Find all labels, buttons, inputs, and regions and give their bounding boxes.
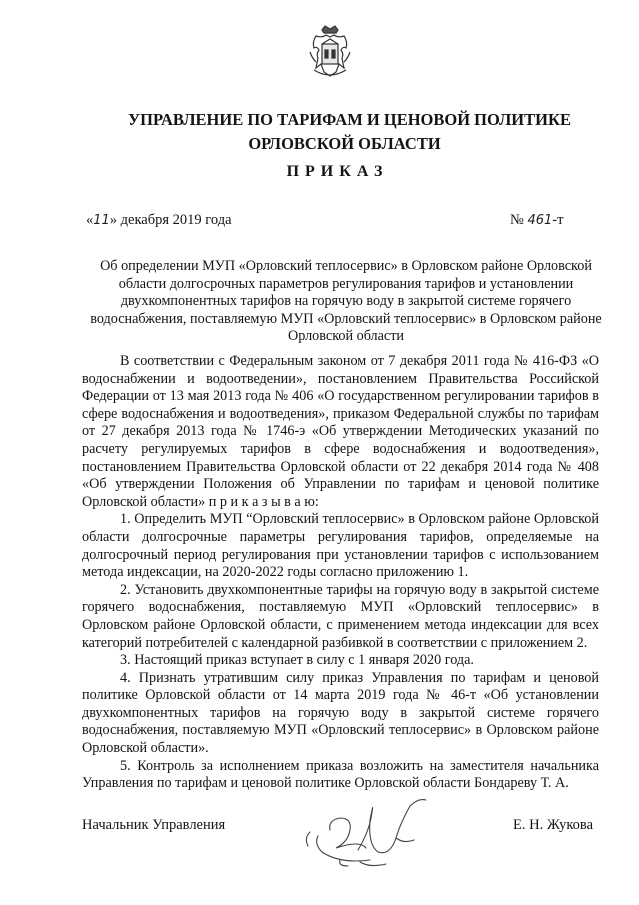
clause-paragraph: 3. Настоящий приказ вступает в силу с 1 января 2020 года. [120,652,474,669]
order-body [82,353,599,793]
orel-oblast-coat-of-arms-icon [308,24,352,80]
clause-paragraph: 4. Признать утратившим силу приказ Управления по тарифам и ценовой политике Орловской области от 14 марта 2019 года № 46-т «Об установлении двухкомпонентных тарифов на горячую воду в закрытой системе горячего водоснабжения, поставляемую МУП «Орловский теплосервис» в Орловском районе Орловской области». [82,669,599,757]
authority-region: ОРЛОВСКОЙ ОБЛАСТИ [248,134,441,153]
preamble-paragraph: В соответствии с Федеральным законом от 7 декабря 2011 года № 416-ФЗ «О водоснабжении и водоотведении», постановлением Правительства Российской Федерации от 13 мая 2013 года № 406 «О государственном регулировании тарифов в сфере водоснабжения и водоотведения», приказом Федеральной службы по тарифам от 27 декабря 2013 года № 1746-э «Об утверждении Методических указаний по расчету регулируемых тарифов в сфере водоснабжения и водоотведения», постановлением Правительства Орловской области от 22 декабря 2014 года № 408 «Об утверждении Положения об Управлении по тарифам и ценовой политике Орловской области» п р и к а з ы в а ю: [82,353,599,510]
clause-paragraph: 2. Установить двухкомпонентные тарифы на горячую воду в закрытой системе горячего водоснабжения, поставляемую МУП «Орловский теплосервис» в Орловском районе Орловской области, с применением метода индексации для всех категорий потребителей с календарной разбивкой в соответствии с приложением 2. [82,581,599,651]
number-value: 461 [527,213,553,228]
number-suffix: -т [552,212,564,228]
number-prefix: № [510,212,524,228]
signatory-position: Начальник Управления [82,817,226,833]
header [0,108,639,156]
signatory-name: Е. Н. Жукова [513,817,594,833]
document-type: ПРИКАЗ [286,163,389,180]
date-day: 11 [93,213,110,228]
clause-paragraph: 1. Определить МУП “Орловский теплосервис» в Орловском районе Орловской области долгосрочные параметры регулирования тарифов, определяемые на долгосрочный период регулирования при установлении тарифов с использованием метода индексации, на 2020-2022 годы согласно приложению 1. [82,511,599,581]
date-rest: » декабря 2019 года [109,212,232,228]
date-open-quote: « [86,212,94,228]
order-date [86,212,232,229]
order-number [510,212,563,229]
order-subject: Об определении МУП «Орловский теплосервис» в Орловском районе Орловской области долгосрочных параметров регулирования тарифов и установлении двухкомпонентных тарифов на горячую воду в закрытой системе горячего водоснабжения, поставляемую МУП «Орловский теплосервис» в Орловском районе Орловской области [90,258,602,345]
authority-name: УПРАВЛЕНИЕ ПО ТАРИФАМ И ЦЕНОВОЙ ПОЛИТИКЕ [128,110,571,129]
handwritten-signature-icon [300,790,450,870]
clause-paragraph: 5. Контроль за исполнением приказа возложить на заместителя начальника Управления по тарифам и ценовой политике Орловской области Бондареву Т. А. [82,757,599,792]
